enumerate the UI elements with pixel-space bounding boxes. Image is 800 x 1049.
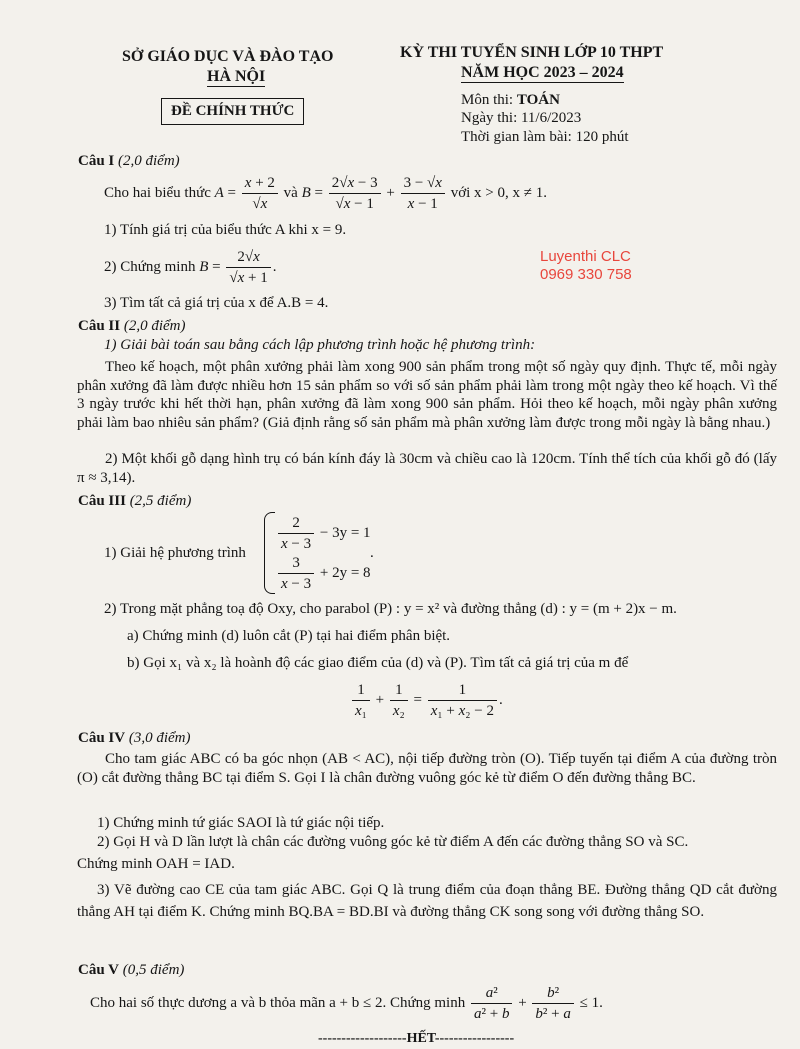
end-marker: -------------------HẾT----------------- bbox=[318, 1031, 515, 1046]
exam-date: Ngày thi: 11/6/2023 bbox=[461, 110, 582, 126]
q5-text: Cho hai số thực dương a và b thỏa mãn a + b ≤ 2. Chứng minh $\frac{\text{a²}}{\text{a² + b}}$ + $\frac{\text{b²}}{\text{b² + a}}$ ≤ 1. bbox=[90, 985, 603, 1022]
q1-heading: Câu I (2,0 điểm) bbox=[78, 153, 180, 169]
system-brace bbox=[264, 512, 275, 594]
subject-name: TOÁN bbox=[516, 92, 560, 108]
q4-part3: 3) Vẽ đường cao CE của tam giác ABC. Gọi Q là trung điểm của đoạn thẳng BE. Đường thẳng QD cắt đường thẳng AH tại điểm K. Chứng minh BQ.BA = BD.BI và đường thẳng CK song song với đường thẳng SO. bbox=[77, 882, 777, 920]
q4-intro: Cho tam giác ABC có ba góc nhọn (AB < AC), nội tiếp đường tròn (O). Tiếp tuyến tại điểm A của đường tròn (O) cắt đường thẳng BC tại điểm S. Gọi I là chân đường vuông góc kẻ từ điểm O đến đường thẳng BC. bbox=[77, 751, 777, 786]
subject-line: Môn thi: TOÁN bbox=[461, 92, 560, 108]
q4-part2-conclusion: Chứng minh OAH = IAD. bbox=[77, 856, 235, 872]
system-eq2: $\frac{3}{x - 3}$ + 2y = 8 bbox=[276, 553, 371, 594]
department-line1: SỞ GIÁO DỤC VÀ ĐÀO TẠO bbox=[122, 48, 334, 65]
school-year: NĂM HỌC 2023 – 2024 bbox=[461, 64, 624, 81]
q3-part2: 2) Trong mặt phẳng toạ độ Oxy, cho parabol (P) : y = x² và đường thẳng (d) : y = (m + 2)x − m. bbox=[104, 601, 677, 617]
system-eq1: $\frac{2}{x - 3}$ − 3y = 1 bbox=[276, 513, 371, 554]
q3-part2a: a) Chứng minh (d) luôn cắt (P) tại hai điểm phân biệt. bbox=[127, 628, 451, 644]
watermark-name: Luyenthi CLC bbox=[540, 248, 631, 265]
q3-heading: Câu III (2,5 điểm) bbox=[78, 493, 192, 509]
q1-part1: 1) Tính giá trị của biểu thức A khi x = 9. bbox=[104, 222, 347, 238]
q2-part1-text: Theo kế hoạch, một phân xưởng phải làm xong 900 sản phẩm trong một số ngày quy định. Thực tế, mỗi ngày phân xưởng đã làm được nhiều hơn 15 sản phẩm so với số sản phẩm phải làm trong một ngày theo kế hoạch. Vì thế 3 ngày trước khi hết thời hạn, phân xưởng đã làm xong 900 sản phẩm. Hỏi theo kế hoạch, mỗi ngày phân xưởng phải làm bao nhiêu sản phẩm? (Giả định rằng số sản phẩm mà phân xưởng làm được trong mỗi ngày là bằng nhau.) bbox=[77, 359, 777, 431]
q4-part1: 1) Chứng minh tứ giác SAOI là tứ giác nội tiếp. bbox=[97, 815, 385, 831]
exam-duration: Thời gian làm bài: 120 phút bbox=[461, 129, 629, 145]
q1-part2: 2) Chứng minh B = $\frac{2√x}{√x + 1}$ . bbox=[104, 249, 277, 286]
watermark-phone: 0969 330 758 bbox=[540, 266, 632, 283]
q3-condition-equation: $\frac{1}{\text{x₁}}$ + $\frac{1}{\text{x₂}}$ = $\frac{1}{\text{x₁ + x₂ − 2}}$ . bbox=[350, 680, 503, 721]
q1-part3: 3) Tìm tất cả giá trị của x để A.B = 4. bbox=[104, 295, 329, 311]
official-stamp: ĐỀ CHÍNH THỨC bbox=[161, 98, 304, 125]
q2-part2-text: 2) Một khối gỗ dạng hình trụ có bán kính đáy là 30cm và chiều cao là 120cm. Tính thể tích của khối gỗ đó (lấy π ≈ 3,14). bbox=[77, 451, 777, 486]
q4-heading: Câu IV (3,0 điểm) bbox=[78, 730, 191, 746]
q1-intro: Cho hai biểu thức A = $\frac{x + 2}{√x}$ và B = $\frac{2√x - 3}{√x - 1}$ + $\frac{3 - √x}{x - 1}$ với x > 0, x ≠ 1. bbox=[104, 175, 547, 212]
q4-part2: 2) Gọi H và D lần lượt là chân các đường vuông góc kẻ từ điểm A đến các đường thẳng SO và SC. bbox=[97, 834, 689, 850]
system-period: . bbox=[370, 545, 374, 561]
q2-heading: Câu II (2,0 điểm) bbox=[78, 318, 186, 334]
department-line2: HÀ NỘI bbox=[207, 68, 266, 85]
q2-part1-title: 1) Giải bài toán sau bằng cách lập phương trình hoặc hệ phương trình: bbox=[104, 337, 536, 353]
q3-part1: 1) Giải hệ phương trình bbox=[104, 545, 246, 561]
q5-heading: Câu V (0,5 điểm) bbox=[78, 962, 185, 978]
exam-title: KỲ THI TUYỂN SINH LỚP 10 THPT bbox=[400, 44, 664, 61]
q3-part2b: b) Gọi x₁ và x₂ là hoành độ các giao điểm của (d) và (P). Tìm tất cả giá trị của m để bbox=[127, 655, 629, 671]
